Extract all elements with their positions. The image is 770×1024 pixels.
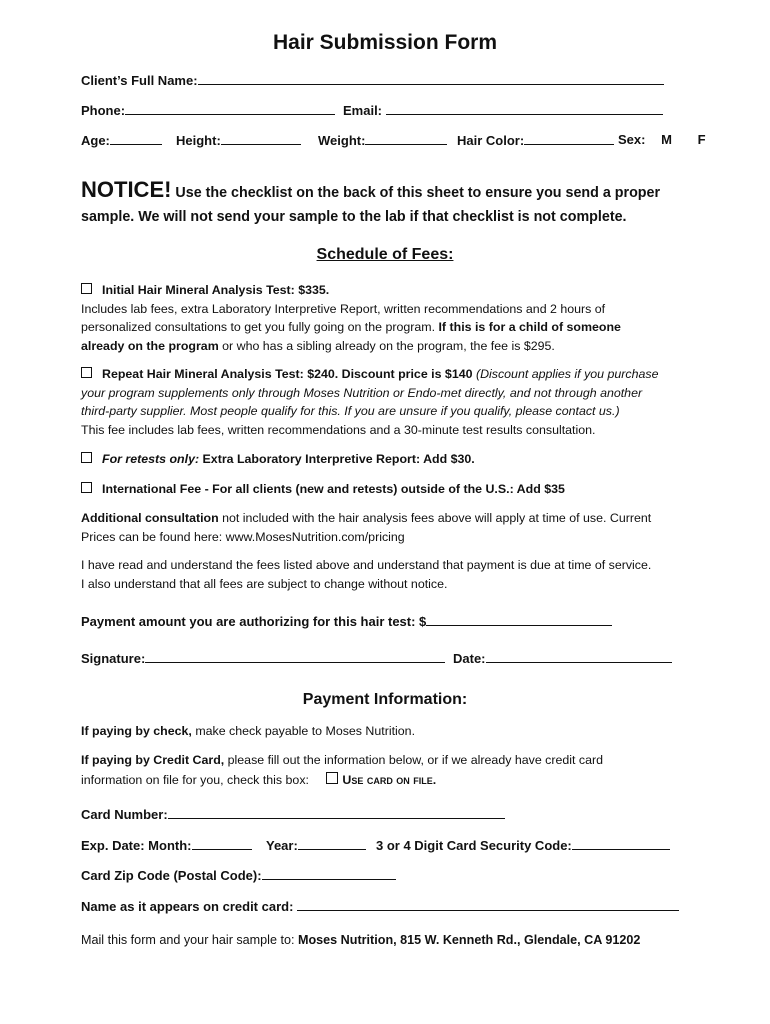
retest-block [81, 450, 475, 469]
phone-field[interactable] [125, 102, 335, 115]
exp-month-field[interactable] [192, 837, 252, 850]
email-field[interactable] [386, 102, 663, 115]
mail-address: Moses Nutrition, 815 W. Kenneth Rd., Glendale, CA 91202 [297, 933, 641, 947]
repeat-test-block [81, 365, 658, 439]
date-row [453, 650, 672, 666]
exp-year-field[interactable] [298, 837, 366, 850]
check-bold: If paying by check, [81, 724, 192, 738]
acknowledgement-line1: I have read and understand the fees listed above and understand that payment is due at time of service. [81, 558, 652, 572]
repeat-test-line1: your program supplements only through Moses Nutrition or Endo-met directly, and not through another [81, 385, 643, 400]
fees-heading: Schedule of Fees: [316, 246, 454, 263]
initial-test-line3b: or who has a sibling already on the program, the fee is $295. [218, 338, 555, 353]
initial-test-block [81, 281, 621, 355]
sex-label: Sex: [618, 132, 646, 147]
sex-option-m[interactable]: M [661, 132, 672, 147]
security-code-label: 3 or 4 Digit Card Security Code: [376, 838, 572, 853]
hair-color-field[interactable] [524, 132, 614, 145]
initial-test-line2a: personalized consultations to get you fully going on the program. [81, 320, 439, 334]
weight-label: Weight: [318, 133, 366, 148]
initial-test-checkbox[interactable] [81, 283, 92, 294]
use-card-on-file-option[interactable] [326, 773, 436, 787]
check-text: make check payable to Moses Nutrition. [191, 724, 416, 738]
signature-row [81, 650, 445, 666]
cardholder-name-label: Name as it appears on credit card: [81, 899, 294, 914]
repeat-test-line3: This fee includes lab fees, written recommendations and a 30-minute test results consultation. [81, 422, 596, 437]
weight-row [318, 132, 447, 148]
notice-block [81, 178, 660, 229]
phone-row [81, 102, 335, 118]
exp-month-label: Exp. Date: Month: [81, 838, 192, 853]
mail-label: Mail this form and your hair sample to: [81, 933, 298, 947]
security-code-row [376, 837, 670, 853]
card-number-row [81, 806, 505, 822]
zip-code-label: Card Zip Code (Postal Code): [81, 868, 262, 883]
security-code-field[interactable] [572, 837, 670, 850]
date-label: Date: [453, 651, 486, 666]
zip-code-row [81, 867, 396, 883]
check-info [81, 722, 415, 741]
exp-year-label: Year: [266, 838, 298, 853]
repeat-test-note: (Discount applies if you purchase [472, 367, 659, 381]
payment-amount-row [81, 613, 612, 629]
client-name-field[interactable] [198, 72, 664, 85]
date-field[interactable] [486, 650, 672, 663]
card-number-label: Card Number: [81, 807, 168, 822]
height-label: Height: [176, 133, 221, 148]
notice-text-2: sample. We will not send your sample to the lab if that checklist is not complete. [81, 209, 627, 225]
cardholder-name-row [81, 898, 679, 914]
email-label: Email: [343, 103, 383, 118]
notice-heading: NOTICE! [81, 177, 172, 202]
mail-instructions [81, 931, 640, 950]
additional-consultation-bold: Additional consultation [81, 511, 219, 525]
cardholder-name-field[interactable] [297, 898, 679, 911]
zip-code-field[interactable] [262, 867, 396, 880]
use-card-on-file-checkbox[interactable] [326, 772, 338, 784]
height-field[interactable] [221, 132, 301, 145]
height-row [176, 132, 301, 148]
international-block [81, 480, 565, 499]
credit-card-bold: If paying by Credit Card, [81, 753, 225, 767]
international-checkbox[interactable] [81, 482, 92, 493]
credit-card-info [81, 750, 603, 790]
international-text: International Fee - For all clients (new and retests) outside of the U.S.: Add $35 [102, 482, 565, 496]
exp-year-row [266, 837, 366, 853]
initial-test-line3a: already on the program [81, 338, 219, 353]
age-label: Age: [81, 133, 110, 148]
notice-text-1: Use the checklist on the back of this sheet to ensure you send a proper [171, 185, 661, 201]
retest-prefix: For retests only: [102, 452, 200, 466]
additional-consultation-text: not included with the hair analysis fees above will apply at time of use. Current [218, 511, 652, 525]
exp-month-row [81, 837, 252, 853]
sex-option-f[interactable]: F [697, 132, 706, 147]
phone-label: Phone: [81, 103, 126, 118]
repeat-test-checkbox[interactable] [81, 367, 92, 378]
retest-checkbox[interactable] [81, 452, 92, 463]
initial-test-title: Initial Hair Mineral Analysis Test: $335. [102, 283, 330, 297]
additional-consultation-line2: Prices can be found here: www.MosesNutrition.com/pricing [81, 529, 405, 544]
age-row [81, 132, 162, 148]
card-number-field[interactable] [168, 806, 505, 819]
credit-card-text: please fill out the information below, or if we already have credit card [224, 753, 604, 767]
acknowledgement-line2: I also understand that all fees are subject to change without notice. [81, 576, 448, 591]
payment-amount-field[interactable] [426, 613, 612, 626]
signature-field[interactable] [145, 650, 445, 663]
age-field[interactable] [110, 132, 162, 145]
retest-text: Extra Laboratory Interpretive Report: Add $30. [199, 452, 475, 466]
use-card-on-file-label: Use card on file. [342, 773, 437, 787]
weight-field[interactable] [365, 132, 447, 145]
hair-color-label: Hair Color: [457, 133, 525, 148]
initial-test-line2b: If this is for a child of someone [438, 320, 621, 334]
signature-label: Signature: [81, 651, 146, 666]
credit-card-line2: information on file for you, check this box: [81, 773, 309, 787]
payment-heading: Payment Information: [302, 691, 468, 708]
payment-amount-label: Payment amount you are authorizing for this hair test: $ [81, 614, 427, 629]
repeat-test-line2: third-party supplier. Most people qualify for this. If you are unsure if you qualify, please contact us.) [81, 404, 620, 418]
initial-test-line1: Includes lab fees, extra Laboratory Interpretive Report, written recommendations and 2 hours of [81, 301, 606, 316]
acknowledgement-block [81, 556, 651, 593]
client-name-row [81, 72, 664, 88]
client-name-label: Client’s Full Name: [81, 73, 198, 88]
additional-consultation-block [81, 509, 651, 546]
hair-color-row [457, 132, 614, 148]
page-title: Hair Submission Form [272, 31, 498, 54]
sex-row [618, 132, 706, 147]
email-row [343, 102, 663, 118]
repeat-test-title: Repeat Hair Mineral Analysis Test: $240. Discount price is $140 [102, 367, 473, 381]
